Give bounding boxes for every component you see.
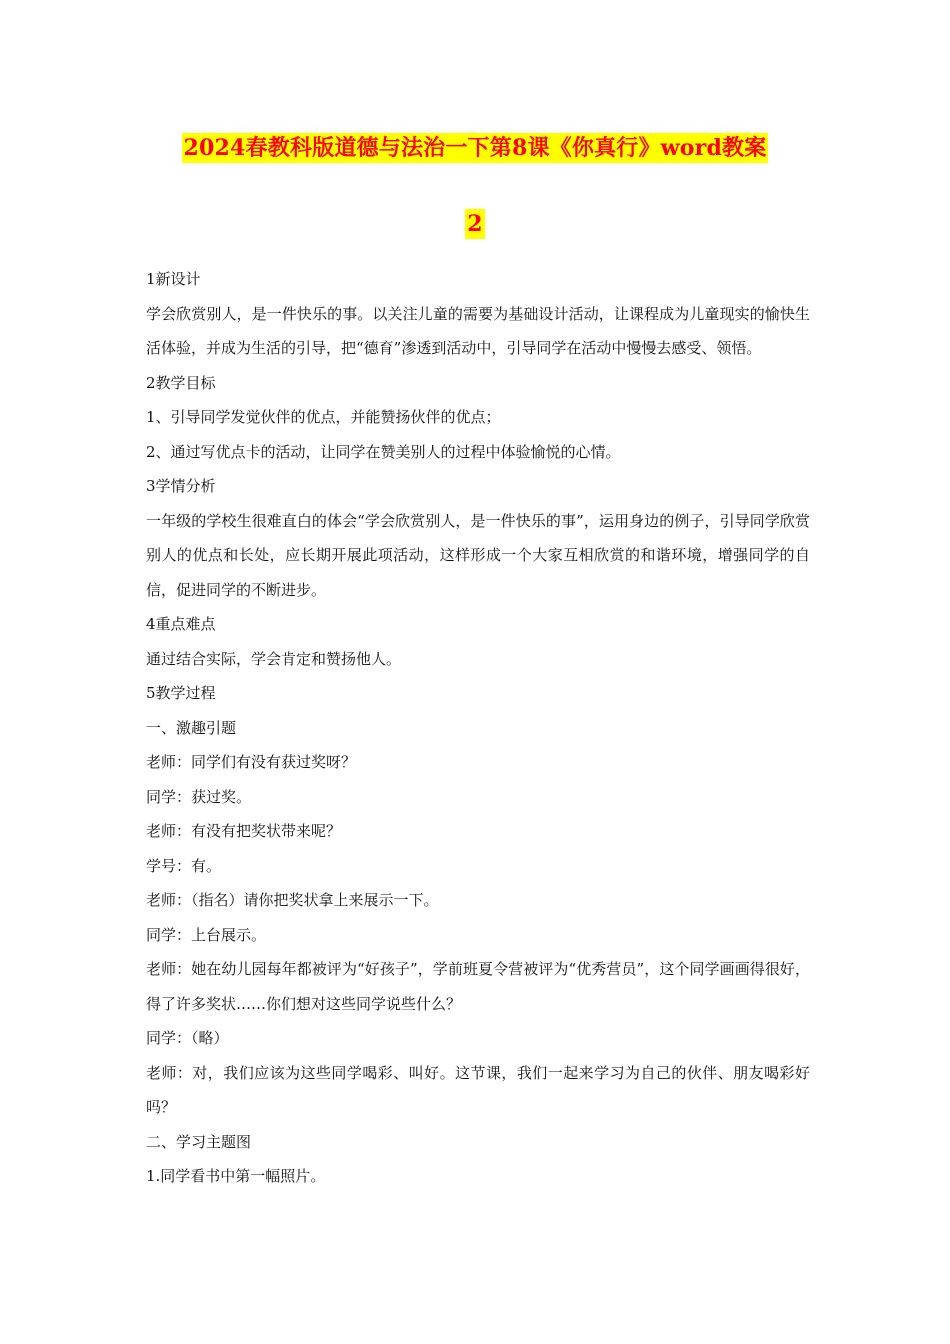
subsection-heading: 一、激趣引题 xyxy=(146,718,237,737)
dialogue-line: 同学：上台展示。 xyxy=(146,925,267,944)
document-body xyxy=(146,262,810,1194)
section-heading: 2教学目标 xyxy=(146,373,216,392)
paragraph: 2、通过写优点卡的活动，让同学在赞美别人的过程中体验愉悦的心情。 xyxy=(146,442,621,461)
dialogue-line: 同学：（略） xyxy=(146,1029,229,1047)
paragraph: 1、引导同学发觉伙伴的优点，并能赞扬伙伴的优点； xyxy=(146,408,501,426)
section-heading: 4重点难点 xyxy=(146,615,216,633)
document-title-continued xyxy=(0,209,950,239)
paragraph: 1.同学看书中第一幅照片。 xyxy=(146,1167,326,1185)
section-heading: 3学情分析 xyxy=(146,477,216,495)
dialogue-line: 老师：同学们有没有获过奖呀？ xyxy=(146,753,357,771)
paragraph: 通过结合实际，学会肯定和赞扬他人。 xyxy=(146,649,402,668)
subsection-heading: 二、学习主题图 xyxy=(146,1132,252,1151)
title-line-2: 2 xyxy=(467,211,483,237)
title-line-1: 2024春教科版道德与法治一下第8课《你真行》word教案 xyxy=(183,135,767,161)
dialogue-line: 老师：她在幼儿园每年都被评为“好孩子”，学前班夏令营被评为“优秀营员”，这个同学画画得很好，得了许多奖状……你们想对这些同学说些什么？ xyxy=(146,960,810,1013)
paragraph: 学会欣赏别人，是一件快乐的事。以关注儿童的需要为基础设计活动，让课程成为儿童现实的愉快生活体验，并成为生活的引导，把“德育”渗透到活动中，引导同学在活动中慢慢去感受、领悟。 xyxy=(146,304,810,357)
dialogue-line: 老师：有没有把奖状带来呢？ xyxy=(146,822,342,840)
paragraph: 一年级的学校生很难直白的体会“学会欣赏别人，是一件快乐的事”，运用身边的例子，引导同学欣赏别人的优点和长处，应长期开展此项活动，这样形成一个大家互相欣赏的和谐环境，增强同学的自信，促进同学的不断进步。 xyxy=(146,511,810,599)
section-heading: 1新设计 xyxy=(146,270,201,288)
section-heading: 5教学过程 xyxy=(146,684,216,702)
dialogue-line: 同学：获过奖。 xyxy=(146,787,252,806)
document-title xyxy=(0,133,950,163)
dialogue-line: 老师：对，我们应该为这些同学喝彩、叫好。这节课，我们一起来学习为自己的伙伴、朋友喝彩好吗？ xyxy=(146,1063,810,1116)
dialogue-line: 学号：有。 xyxy=(146,856,222,875)
dialogue-line: 老师：（指名）请你把奖状拿上来展示一下。 xyxy=(146,891,439,909)
